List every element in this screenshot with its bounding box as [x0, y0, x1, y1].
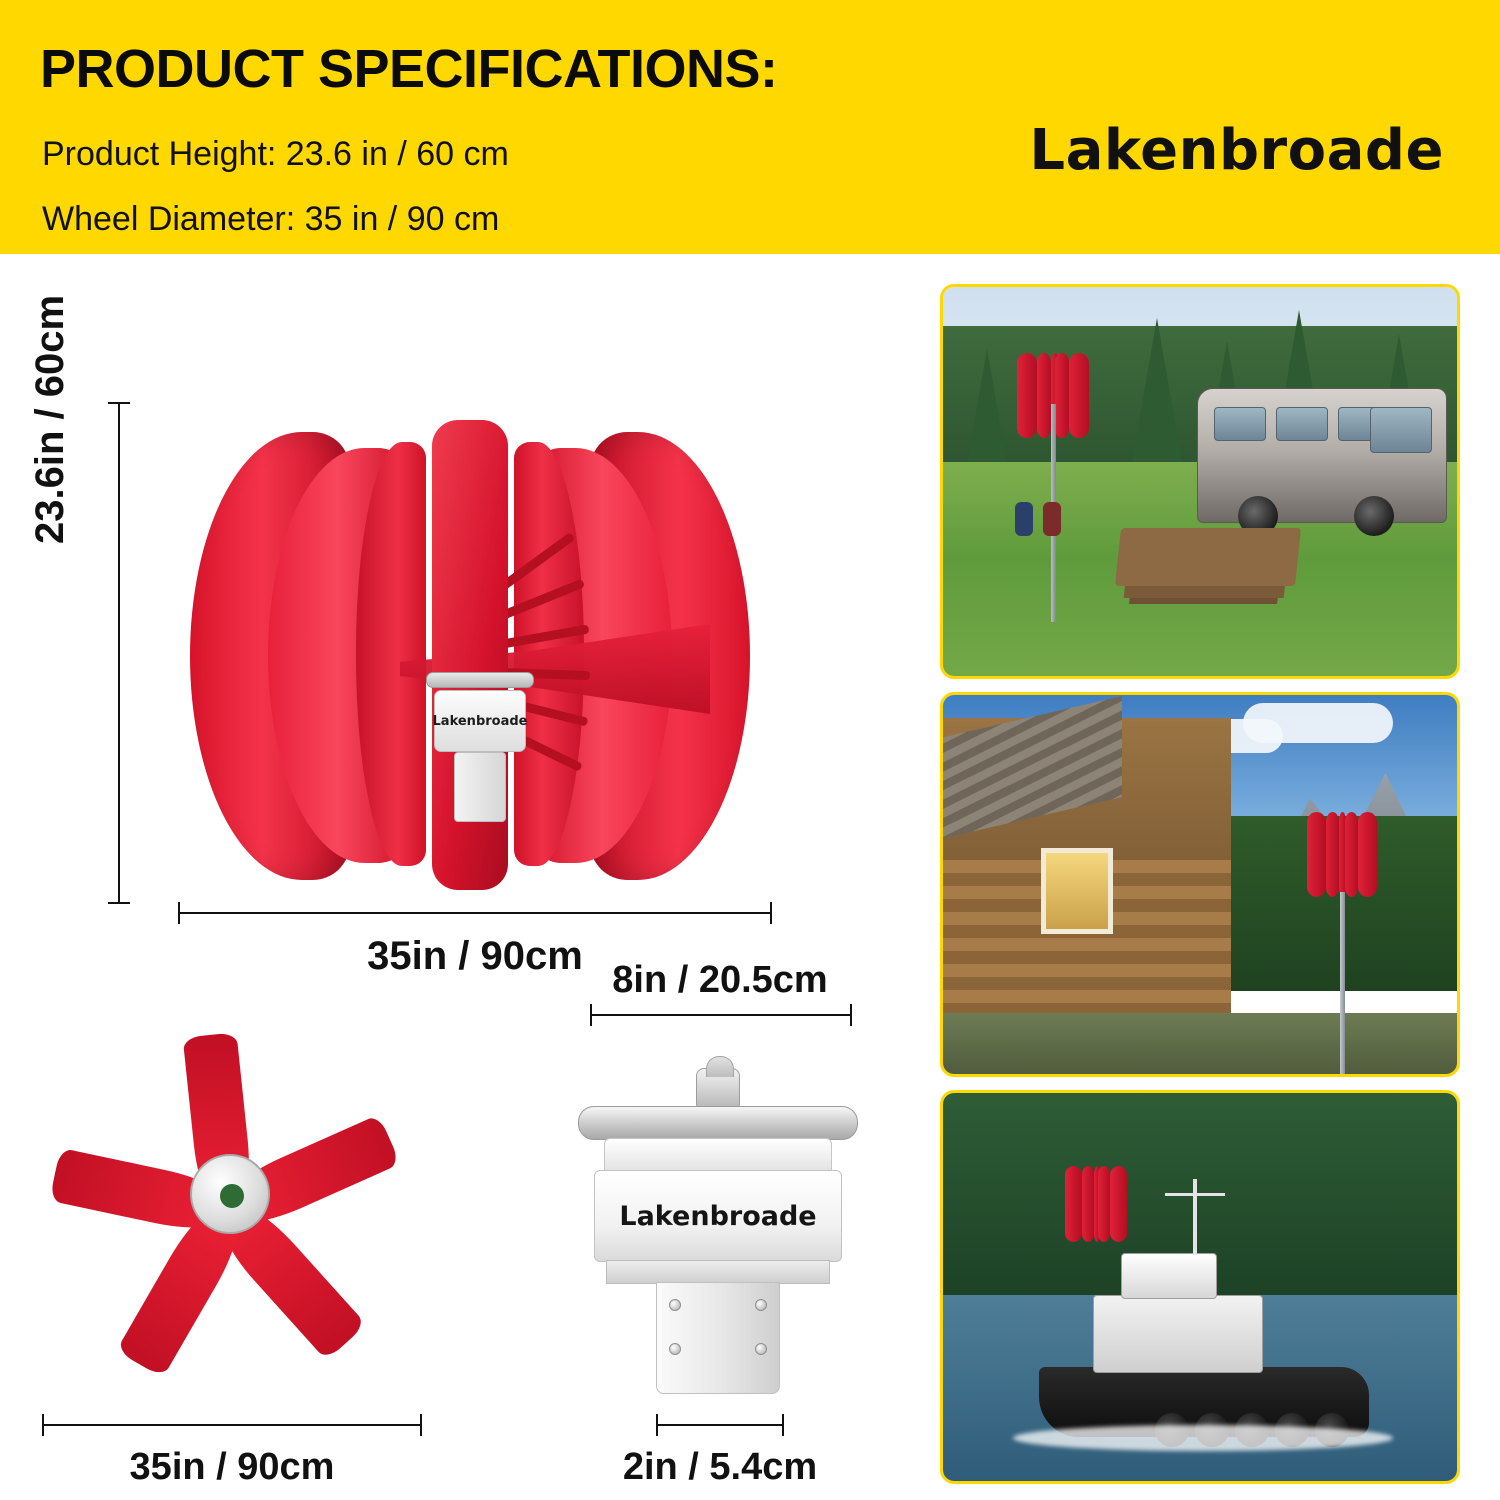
boat-mast — [1193, 1179, 1197, 1255]
screw-icon — [669, 1343, 681, 1355]
height-dimension-label: 23.6in / 60cm — [28, 294, 72, 544]
screw-icon — [755, 1299, 767, 1311]
rotor-hub — [190, 1154, 270, 1234]
lantern-rotor — [170, 414, 770, 894]
turbine-illustration — [150, 404, 790, 904]
generator-unit — [420, 672, 540, 832]
generator-housing-label: Lakenbroade — [619, 1200, 817, 1232]
diagram-column — [0, 254, 930, 1500]
generator-top-plate — [426, 672, 534, 688]
generator-mount-base — [656, 1282, 780, 1394]
screw-icon — [755, 1343, 767, 1355]
generator-illustration — [560, 1054, 880, 1404]
rotor-width-label: 35in / 90cm — [129, 1446, 335, 1488]
photo-column — [940, 284, 1460, 1484]
rotor-width-arrow — [42, 1424, 422, 1426]
height-dimension-arrow — [118, 402, 120, 904]
turbine-in-scene — [1063, 1163, 1129, 1245]
generator-housing — [594, 1170, 842, 1262]
log-cabin — [943, 718, 1231, 1014]
cabin-window — [1041, 848, 1113, 934]
brand-logo-text: Lakenbroade — [1029, 118, 1444, 183]
turbine-in-scene — [1305, 809, 1379, 901]
rv-vehicle — [1197, 388, 1447, 523]
screw-icon — [669, 1299, 681, 1311]
picnic-table — [1115, 528, 1301, 586]
width-dimension-arrow — [178, 912, 772, 914]
rotor-blades-illustration — [40, 1014, 460, 1394]
generator-top-dimension-arrow — [590, 1014, 852, 1016]
spec-height: Product Height: 23.6 in / 60 cm — [42, 135, 509, 173]
mounting-pole — [1340, 892, 1345, 1074]
rv-campsite-photo — [940, 284, 1460, 679]
tugboat-photo — [940, 1090, 1460, 1484]
page-title: PRODUCT SPECIFICATIONS: — [40, 39, 778, 99]
generator-neck — [606, 1260, 830, 1284]
generator-brand-label: Lakenbroade — [432, 713, 528, 729]
generator-bottom-dimension-label: 2in / 5.4cm — [622, 1446, 818, 1488]
width-dimension-label: 35in / 90cm — [367, 934, 583, 978]
generator-bottom-dimension-arrow — [656, 1424, 784, 1426]
mountain-cabin-photo — [940, 692, 1460, 1077]
boat-superstructure — [1093, 1295, 1263, 1373]
generator-bolt — [696, 1068, 740, 1108]
generator-top-dimension-label: 8in / 20.5cm — [612, 959, 828, 1001]
spec-banner — [0, 0, 1500, 254]
generator-body — [434, 690, 526, 752]
generator-stem — [454, 752, 506, 822]
spec-diameter: Wheel Diameter: 35 in / 90 cm — [42, 200, 500, 238]
generator-flange-disc — [578, 1106, 858, 1140]
generator-shoulder — [604, 1138, 832, 1172]
boat-wheelhouse — [1121, 1253, 1217, 1299]
